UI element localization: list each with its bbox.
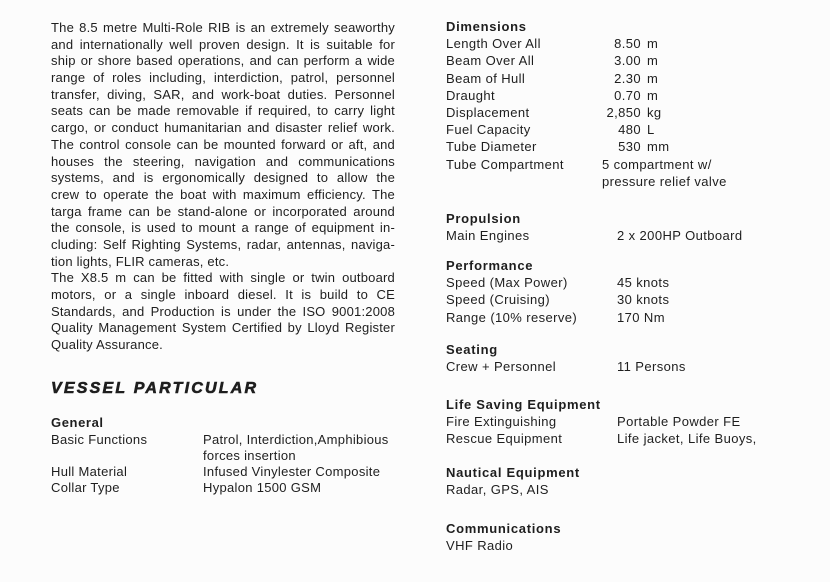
section-propulsion bbox=[446, 210, 816, 244]
spec-row bbox=[446, 104, 816, 121]
spec-label: Collar Type bbox=[51, 480, 120, 495]
value-unit: mm bbox=[647, 139, 670, 155]
paragraph-line: The 8.5 metre Multi-Role RIB is an extremely seaworthy bbox=[51, 20, 395, 35]
section-title: General bbox=[51, 415, 104, 430]
paragraph-line: Quality Management System Certified by Lloyd Register bbox=[51, 320, 395, 336]
paragraph-line: cluding: Self Righting Systems, radar, antennas, naviga- bbox=[51, 236, 395, 252]
spec-value bbox=[602, 138, 816, 155]
spec-value bbox=[602, 104, 816, 121]
spec-value bbox=[602, 52, 816, 69]
spec-row bbox=[51, 464, 411, 480]
spec-row bbox=[446, 309, 816, 326]
spec-value: Portable Powder FE bbox=[617, 414, 741, 430]
spec-value bbox=[602, 70, 816, 87]
section-general bbox=[51, 415, 411, 496]
spec-value: 2 x 200HP Outboard bbox=[617, 228, 743, 244]
spec-row bbox=[446, 227, 816, 244]
spec-value: 5 compartment w/ bbox=[602, 156, 712, 172]
spec-label bbox=[51, 448, 203, 464]
spec-row bbox=[446, 121, 816, 138]
value-unit: m bbox=[647, 87, 659, 103]
value-unit: L bbox=[647, 122, 655, 138]
section-title: Life Saving Equipment bbox=[446, 397, 601, 412]
spec-label: Draught bbox=[446, 87, 496, 103]
spec-row bbox=[51, 480, 411, 496]
spec-label: Tube Diameter bbox=[446, 139, 537, 155]
spec-row bbox=[446, 35, 816, 52]
spec-row bbox=[51, 448, 411, 464]
spec-label: Tube Compartment bbox=[446, 156, 564, 172]
paragraph-line: The control console can be mounted forward or aft, and bbox=[51, 136, 395, 152]
section-nautical-equipment bbox=[446, 464, 816, 498]
spec-value: 11 Persons bbox=[617, 359, 686, 375]
spec-label: Fire Extinguishing bbox=[446, 414, 557, 430]
section-title: Propulsion bbox=[446, 211, 521, 226]
paragraph-line: cargo, or conduct humanitarian and disaster relief work. bbox=[51, 120, 395, 136]
spec-label: Beam of Hull bbox=[446, 70, 526, 86]
spec-value: 170 Nm bbox=[617, 309, 665, 325]
value-number: 0.70 bbox=[614, 87, 641, 103]
value-unit: kg bbox=[647, 105, 662, 121]
section-dimensions bbox=[446, 18, 816, 190]
spec-row bbox=[446, 291, 816, 308]
spec-label: Length Over All bbox=[446, 36, 541, 52]
spec-label: Rescue Equipment bbox=[446, 431, 563, 447]
spec-label: Speed (Max Power) bbox=[446, 275, 568, 291]
spec-row bbox=[446, 138, 816, 155]
spec-row bbox=[446, 413, 816, 430]
value-number: 2.30 bbox=[614, 70, 641, 86]
spec-row bbox=[446, 70, 816, 87]
section-seating bbox=[446, 341, 816, 375]
spec-value: 30 knots bbox=[617, 292, 670, 308]
paragraph-line: targa frame can be stand-alone or incorporated around bbox=[51, 203, 395, 219]
paragraph-line: systems, and is ergonomically designed to allow the bbox=[51, 170, 395, 186]
spec-row bbox=[51, 432, 411, 448]
spec-row bbox=[446, 156, 816, 173]
spec-label: Main Engines bbox=[446, 228, 530, 244]
value-unit: m bbox=[647, 36, 659, 52]
spec-value: Radar, GPS, AIS bbox=[446, 482, 549, 498]
spec-label: Basic Functions bbox=[51, 432, 148, 447]
paragraph-line: ship or shore based operations, and can perform a wide bbox=[51, 53, 395, 69]
spec-value bbox=[602, 121, 816, 138]
section-title: Seating bbox=[446, 342, 498, 357]
section-title: Dimensions bbox=[446, 19, 527, 34]
paragraph-line: crew to operate the boat with maximum efficiency. The bbox=[51, 186, 395, 202]
spec-row bbox=[446, 358, 816, 375]
section-title: Performance bbox=[446, 258, 534, 273]
spec-label: Fuel Capacity bbox=[446, 122, 531, 138]
spec-value bbox=[602, 35, 816, 52]
spec-value: pressure relief valve bbox=[602, 173, 727, 189]
spec-row bbox=[446, 430, 816, 447]
value-number: 530 bbox=[618, 139, 641, 155]
spec-value: Life jacket, Life Buoys, bbox=[617, 431, 757, 447]
section-title: Communications bbox=[446, 521, 562, 536]
value-unit: m bbox=[647, 70, 659, 86]
paragraph-line: tion lights, FLIR cameras, etc. bbox=[51, 253, 230, 269]
spec-value: Hypalon 1500 GSM bbox=[203, 480, 322, 495]
spec-value: VHF Radio bbox=[446, 538, 514, 554]
spec-row bbox=[446, 274, 816, 291]
section-life-saving-equipment bbox=[446, 396, 816, 448]
vessel-particular-heading: VESSEL PARTICULAR bbox=[51, 380, 259, 397]
intro-paragraphs bbox=[51, 20, 395, 354]
paragraph-line: range of roles including, interdiction, patrol, personnel bbox=[51, 70, 395, 86]
spec-row bbox=[446, 87, 816, 104]
paragraph-line: transfer, diving, SAR, and work-boat duties. Personnel bbox=[51, 86, 395, 102]
spec-value bbox=[602, 87, 816, 104]
section-performance bbox=[446, 257, 816, 326]
spec-value: Patrol, Interdiction,Amphibious bbox=[203, 432, 389, 447]
value-number: 3.00 bbox=[614, 53, 641, 69]
spec-value: 45 knots bbox=[617, 275, 670, 291]
paragraph-line: Standards, and Production is under the ISO 9001:2008 bbox=[51, 303, 395, 319]
paragraph-line: seats can be made removable if required, to carry light bbox=[51, 103, 395, 119]
spec-row bbox=[446, 173, 816, 190]
section-communications bbox=[446, 520, 816, 554]
value-number: 480 bbox=[618, 122, 641, 138]
paragraph-line: Quality Assurance. bbox=[51, 337, 163, 353]
spec-row bbox=[446, 52, 816, 69]
spec-label: Range (10% reserve) bbox=[446, 309, 578, 325]
spec-label bbox=[446, 173, 602, 190]
value-number: 2,850 bbox=[606, 105, 641, 121]
spec-label: Speed (Cruising) bbox=[446, 292, 550, 308]
section-title: Nautical Equipment bbox=[446, 465, 580, 480]
paragraph-line: motors, or a single inboard diesel. It is build to CE bbox=[51, 287, 395, 302]
value-number: 8.50 bbox=[614, 36, 641, 52]
spec-label: Crew + Personnel bbox=[446, 359, 557, 375]
spec-value: forces insertion bbox=[203, 448, 296, 463]
spec-value: Infused Vinylester Composite bbox=[203, 464, 381, 479]
paragraph-line: the console, is used to mount a range of equipment in- bbox=[51, 220, 395, 236]
spec-label: Beam Over All bbox=[446, 53, 535, 69]
value-unit: m bbox=[647, 53, 659, 69]
spec-label: Displacement bbox=[446, 105, 530, 121]
paragraph-line: houses the steering, navigation and communications bbox=[51, 153, 395, 169]
spec-label: Hull Material bbox=[51, 464, 128, 479]
paragraph-line: and internationally well proven design. It is suitable for bbox=[51, 36, 395, 52]
paragraph-line: The X8.5 m can be fitted with single or twin outboard bbox=[51, 270, 395, 286]
